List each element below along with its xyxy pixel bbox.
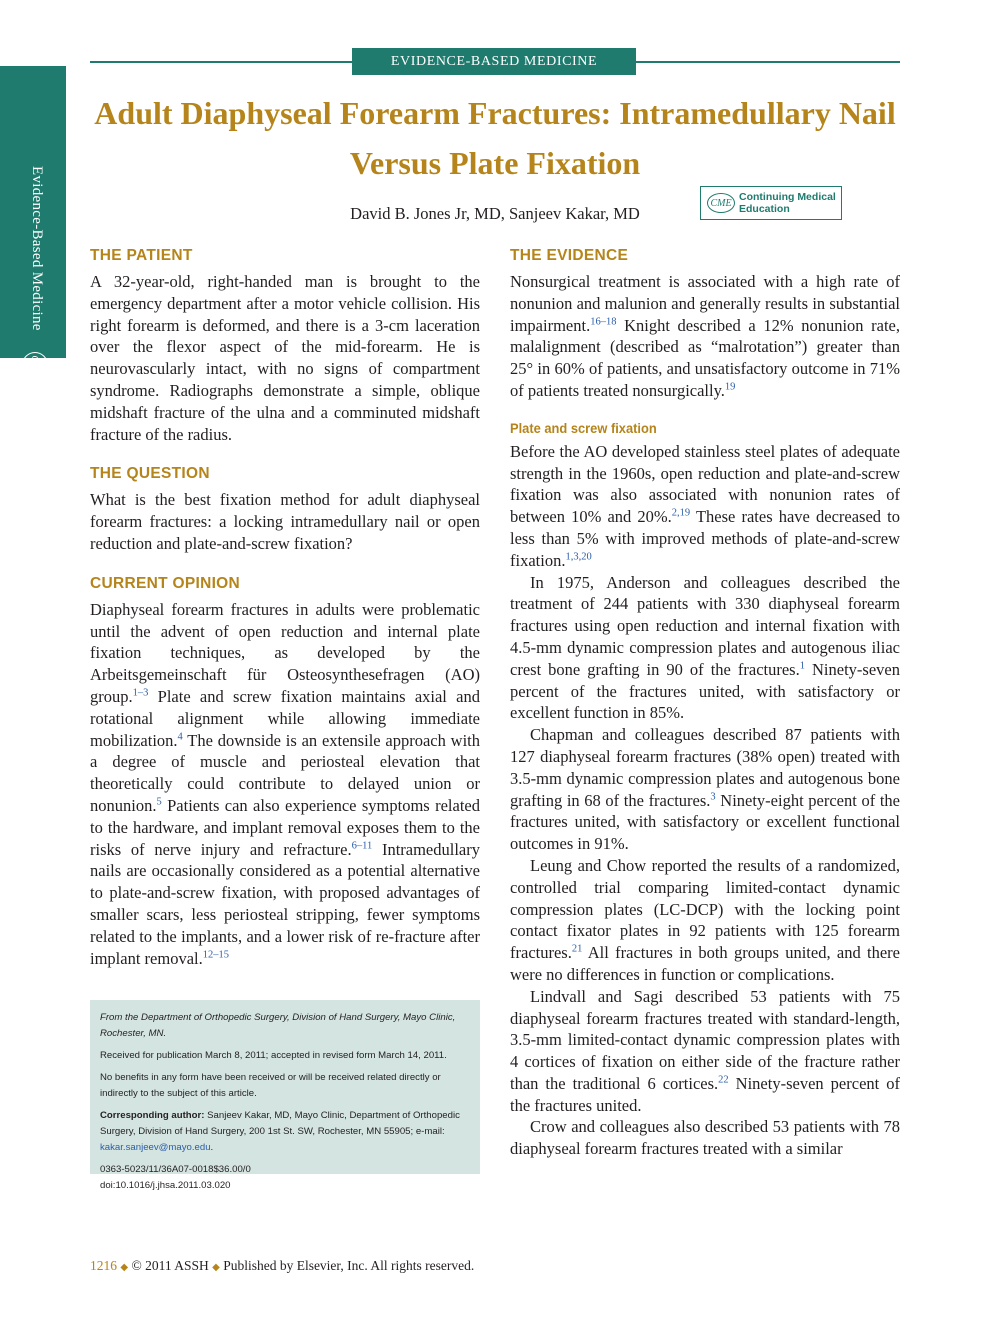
footer-copyright: © 2011 ASSH <box>131 1258 209 1273</box>
anderson-text: Ninety-seven percent of the fractures united, with satisfactory or excellent function in 85%. <box>510 659 900 723</box>
left-column <box>90 245 480 969</box>
received-note: Received for publication March 8, 2011; accepted in revised form March 14, 2011. <box>100 1050 447 1061</box>
corresponding-author-label: Corresponding author: <box>100 1110 205 1121</box>
citation-link[interactable]: 21 <box>571 943 583 955</box>
citation-link[interactable]: 3 <box>710 791 716 803</box>
citation-link[interactable]: 6–11 <box>351 840 373 852</box>
email-link[interactable]: kakar.sanjeev@mayo.edu <box>100 1142 211 1153</box>
doi-line: doi:10.1016/j.jhsa.2011.03.020 <box>100 1180 231 1191</box>
plate-text: Before the AO developed stainless steel plates of adequate strength in the 1960s, open reduction and plate-and-screw fixation was also associated with nonunion rates of between 10% and 20%. <box>510 441 900 527</box>
corresponding-author-end: . <box>210 1142 214 1153</box>
opinion-text: Patients can also experience symptoms related to the hardware, and implant removal exposes them to the risks of nerve injury and refracture. <box>90 795 480 859</box>
plate-paragraph <box>510 441 900 572</box>
lindvall-paragraph <box>510 986 900 1117</box>
side-tab-label: Evidence-Based Medicine <box>29 166 45 331</box>
opinion-paragraph <box>90 599 480 970</box>
footer-bullet-icon: ◆ <box>212 1262 220 1273</box>
issn-line: 0363-5023/11/36A07-0018$36.00/0 <box>100 1164 251 1175</box>
leung-text: Leung and Chow reported the results of a randomized, controlled trial comparing limited-contact dynamic compression plates (LC-DCP) with the locking point contact fixator plates in 92 patients with 125 forearm fractures. <box>510 855 900 963</box>
patient-paragraph: A 32-year-old, right-handed man is brought to the emergency department after a motor vehicle collision. His right forearm is deformed, and there is a 3-cm laceration over the flexor aspect of the mid-forearm. He is neurovascularly intact, with no signs of compartment syndrome. Radiographs demonstrate a simple, oblique midshaft fracture of the ulna and a comminuted midshaft fracture of the radius. <box>90 272 480 444</box>
opinion-text: Plate and screw fixation maintains axial and rotational alignment while allowing immediate mobilization. <box>90 686 480 750</box>
article-title: Adult Diaphyseal Forearm Fractures: Intramedullary Nail Versus Plate Fixation <box>94 95 896 181</box>
page-footer <box>90 1258 474 1274</box>
citation-link[interactable]: 5 <box>156 796 162 808</box>
opinion-heading: CURRENT OPINION <box>90 574 241 592</box>
question-paragraph: What is the best fixation method for adult diaphyseal forearm fractures: a locking intramedullary nail or open reduction and plate-and-screw fixation? <box>90 490 480 553</box>
side-tab <box>0 66 66 375</box>
leung-paragraph <box>510 855 900 986</box>
article-authors: David B. Jones Jr, MD, Sanjeev Kakar, MD <box>350 204 640 223</box>
lindvall-text: Lindvall and Sagi described 53 patients with 75 diaphyseal forearm fractures treated with standard-length, 3.5-mm limited-contact dynamic compression plates with 4 cortices of fixation on either side of the fracture rather than the traditional 6 cortices. <box>510 986 900 1093</box>
section-banner: EVIDENCE-BASED MEDICINE <box>352 48 636 75</box>
page-number: 1216 <box>90 1258 117 1273</box>
cme-label <box>739 191 836 215</box>
plate-text: These rates have decreased to less than 5% with improved methods of plate-and-screw fixation. <box>510 507 900 570</box>
citation-link[interactable]: 1,3,20 <box>565 551 592 563</box>
corresponding-author-note <box>100 1108 470 1156</box>
citation-link[interactable]: 19 <box>724 381 736 393</box>
evidence-text: Nonsurgical treatment is associated with a high rate of nonunion and malunion and generally results in substantial impairment. <box>510 272 900 335</box>
chapman-paragraph <box>510 724 900 855</box>
anderson-text: In 1975, Anderson and colleagues described the treatment of 244 patients with 330 diaphyseal forearm fractures using open reduction and internal fixation with 4.5-mm dynamic compression plates and autogenous iliac crest bone grafting in 90 of the fractures. <box>510 572 900 679</box>
cme-logo <box>700 186 842 220</box>
affiliation-note: From the Department of Orthopedic Surgery, Division of Hand Surgery, Mayo Clinic, Rochester, MN. <box>100 1012 456 1039</box>
opinion-text: Intramedullary nails are occasionally considered as a potential alternative to plate-and-screw fixation, with proposed advantages of smaller scars, less periosteal stripping, fewer symptoms related to the implants, and a lower risk of re-fracture after implant removal. <box>90 839 480 968</box>
question-heading: THE QUESTION <box>90 465 210 483</box>
footer-publisher: Published by Elsevier, Inc. All rights reserved. <box>223 1258 475 1273</box>
citation-link[interactable]: 1–3 <box>132 687 149 699</box>
footer-bullet-icon: ◆ <box>120 1262 129 1273</box>
plate-subheading: Plate and screw fixation <box>510 419 657 436</box>
anderson-paragraph <box>510 572 900 725</box>
disclosure-note: No benefits in any form have been received or will be received related directly or indirectly to the subject of this article. <box>100 1072 441 1099</box>
article-info-box <box>90 1000 480 1191</box>
chapman-text: Chapman and colleagues described 87 patients with 127 diaphyseal forearm fractures (38% open) treated with 3.5-mm dynamic compression plates and autogenous bone grafting in 68 of the fractures. <box>510 725 900 810</box>
cme-icon: CME <box>707 193 735 213</box>
right-column <box>510 245 900 1160</box>
opinion-text: Diaphyseal forearm fractures in adults were problematic until the advent of open reduction and internal plate fixation techniques, as developed by the Arbeitsgemeinschaft für Osteosynthesefragen (AO) group. <box>90 599 480 706</box>
cme-badge-icon: CME <box>22 352 48 378</box>
corresponding-author-text: Sanjeev Kakar, MD, Mayo Clinic, Department of Orthopedic Surgery, Division of Hand Surgery, 200 1st St. SW, Rochester, MN 55905; e-mail: <box>100 1110 460 1137</box>
lindvall-text: Ninety-seven percent of the fractures united. <box>510 1073 900 1115</box>
evidence-paragraph <box>510 271 900 402</box>
evidence-heading: THE EVIDENCE <box>510 247 629 264</box>
cme-label-line2: Education <box>739 203 790 215</box>
crow-paragraph: Crow and colleagues also described 53 patients with 78 diaphyseal forearm fractures treated with a similar <box>510 1117 900 1159</box>
citation-link[interactable]: 12–15 <box>202 949 229 961</box>
opinion-text: The downside is an extensile approach with a degree of muscle and periosteal elevation that theoretically could contribute to delayed union or nonunion. <box>90 730 480 815</box>
cme-label-line1: Continuing Medical <box>739 191 836 203</box>
evidence-text: Knight described a 12% nonunion rate, malalignment (described as “malrotation”) greater than 25° in 60% of patients, and unsatisfactory outcome in 71% of patients treated nonsurgically. <box>510 315 900 400</box>
chapman-text: Ninety-eight percent of the fractures united, with satisfactory or excellent functional outcomes in 91%. <box>510 790 900 854</box>
citation-link[interactable]: 16–18 <box>590 316 617 328</box>
leung-text: All fractures in both groups united, and there were no differences in function or complications. <box>510 943 900 984</box>
patient-heading: THE PATIENT <box>90 247 193 264</box>
citation-link[interactable]: 1 <box>799 660 805 672</box>
citation-link[interactable]: 2,19 <box>671 507 691 519</box>
citation-link[interactable]: 4 <box>177 731 183 743</box>
citation-link[interactable]: 22 <box>718 1074 729 1086</box>
